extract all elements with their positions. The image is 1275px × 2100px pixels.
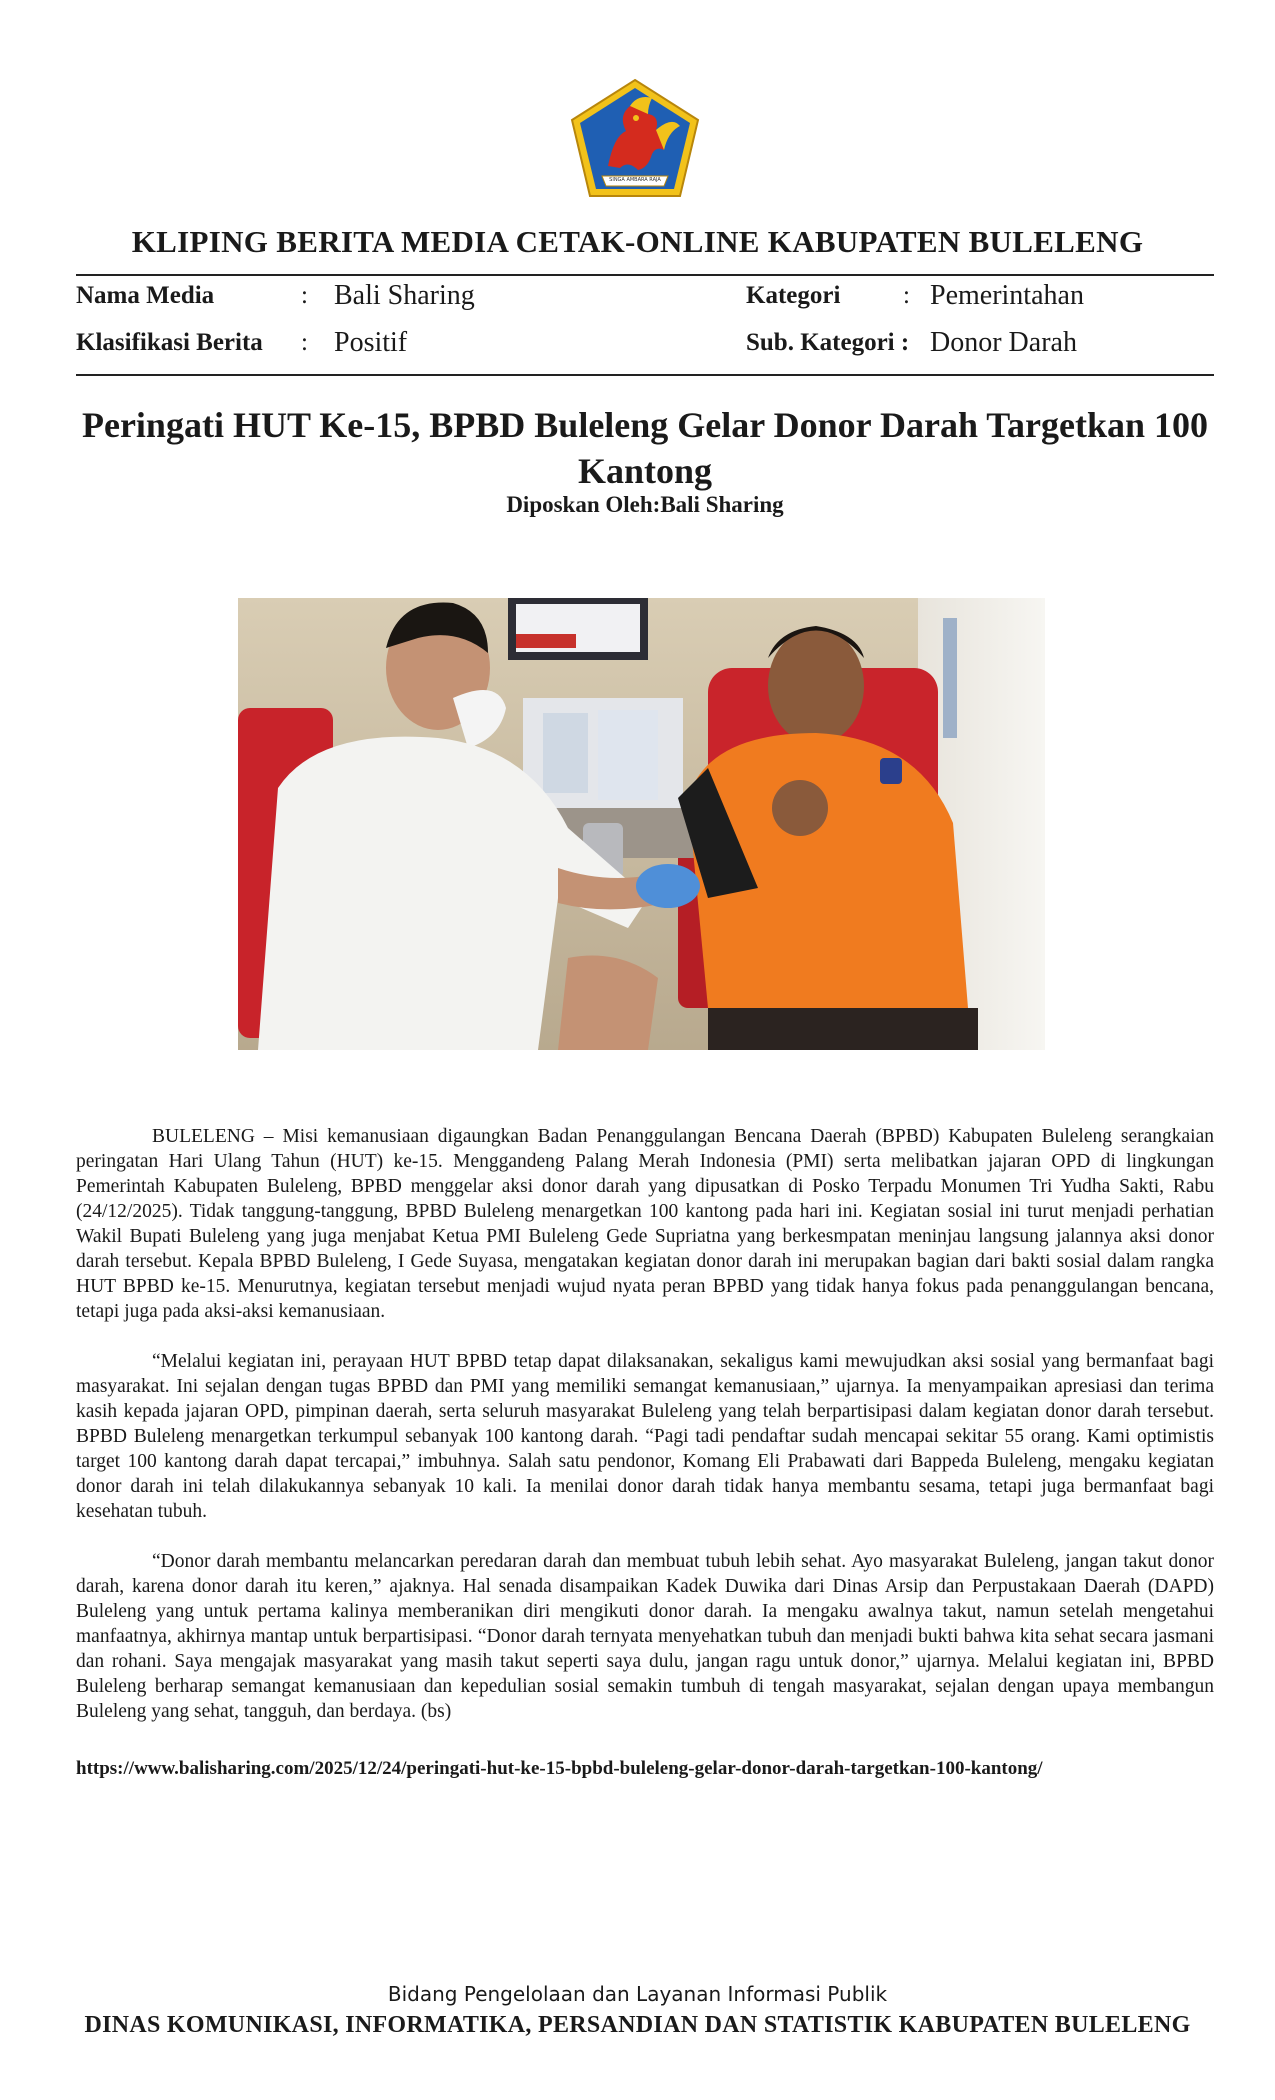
article-paragraph: “Melalui kegiatan ini, perayaan HUT BPBD tetap dapat dilaksanakan, sekaligus kami mewujudkan aksi sosial yang bermanfaat bagi masyarakat. Ini sejalan dengan tugas BPBD dan PMI yang memiliki semangat kemanusiaan,” ujarnya. Ia menyampaikan apresiasi dan terima kasih kepada jajaran OPD, pimpinan daerah, serta seluruh masyarakat Buleleng yang telah berpartisipasi dalam kegiatan donor darah tersebut. BPBD Buleleng menargetkan terkumpul sebanyak 100 kantong darah. “Pagi tadi pendaftar sudah mencapai sekitar 55 orang. Kami optimistis target 100 kantong darah dapat tercapai,” imbuhnya. Salah satu pendonor, Komang Eli Prabawati dari Bappeda Buleleng, mengaku kegiatan donor darah ini telah dilakukannya sebanyak 10 kali. Ia menilai donor darah tidak hanya membantu sesama, tetapi juga bermanfaat bagi kesehatan tubuh. (76, 1351, 1214, 1522)
footer-department: Bidang Pengelolaan dan Layanan Informasi Publik (387, 1982, 888, 2006)
media-colon: : (301, 282, 308, 309)
article-paragraph: “Donor darah membantu melancarkan peredaran darah dan membuat tubuh lebih sehat. Ayo masyarakat Buleleng, jangan takut donor darah, karena donor darah itu keren,” ajaknya. Hal senada disampaikan Kadek Duwika dari Dinas Arsip dan Perpustakaan Daerah (DAPD) Buleleng yang untuk pertama kalinya memberanikan diri mengikuti donor darah. Ia mengaku awalnya takut, namun setelah mengetahui manfaatnya, akhirnya mantap untuk berpartisipasi. “Donor darah ternyata menyehatkan tubuh dan menjadi bukti bahwa kita sehat secara jasmani dan rohani. Saya mengajak masyarakat yang masih takut seperti saya dulu, jangan ragu untuk donor,” ujarnya. Melalui kegiatan ini, BPBD Buleleng berharap semangat kemanusiaan dan kepedulian sosial semakin tumbuh di tengah masyarakat, sejalan dengan upaya membangun Buleleng yang sehat, tangguh, dan berdaya. (bs) (76, 1551, 1214, 1722)
article-body (76, 1124, 1214, 1749)
kategori-label: Kategori (746, 282, 841, 309)
subkategori-label: Sub. Kategori : (746, 329, 910, 356)
article-paragraph: BULELENG – Misi kemanusiaan digaungkan Badan Penanggulangan Bencana Daerah (BPBD) Kabupaten Buleleng serangkaian peringatan Hari Ulang Tahun (HUT) ke-15. Menggandeng Palang Merah Indonesia (PMI) serta melibatkan jajaran OPD di lingkungan Pemerintah Kabupaten Buleleng, BPBD menggelar aksi donor darah yang dipusatkan di Posko Terpadu Monumen Tri Yudha Sakti, Rabu (24/12/2025). Tidak tanggung-tanggung, BPBD Buleleng menargetkan 100 kantong pada hari ini. Kegiatan sosial ini turut menjadi perhatian Wakil Bupati Buleleng yang juga menjabat Ketua PMI Buleleng Gede Supriatna yang berkesmpatan meninjau langsung jalannya aksi donor darah tersebut. Kepala BPBD Buleleng, I Gede Suyasa, mengatakan kegiatan donor darah ini merupakan bagian dari bakti sosial dalam rangka HUT BPBD ke-15. Menurutnya, kegiatan tersebut menjadi wujud nyata peran BPBD yang tidak hanya fokus pada penanggulangan bencana, tetapi juga pada aksi-aksi kemanusiaan. (76, 1126, 1214, 1322)
clipping-header-title: KLIPING BERITA MEDIA CETAK-ONLINE KABUPATEN BULELENG (131, 224, 1144, 259)
media-label: Nama Media (76, 282, 215, 309)
logo-text: SINGA AMBARA RAJA (609, 177, 661, 183)
media-value: Bali Sharing (334, 280, 475, 311)
header-divider-bottom (76, 374, 1214, 376)
singa-ambara-raja-emblem-icon (568, 76, 702, 200)
klasifikasi-colon: : (301, 329, 308, 356)
header-divider-top (76, 274, 1214, 276)
footer-agency: DINAS KOMUNIKASI, INFORMATIKA, PERSANDIAN DAN STATISTIK KABUPATEN BULELENG (84, 2012, 1191, 2038)
kategori-colon: : (903, 282, 910, 309)
article-byline: Diposkan Oleh:Bali Sharing (506, 492, 784, 517)
source-url-link[interactable]: https://www.balisharing.com/2025/12/24/peringati-hut-ke-15-bpbd-buleleng-gelar-donor-darah-targetkan-100-kantong/ (76, 1758, 1043, 1779)
klasifikasi-label: Klasifikasi Berita (76, 329, 263, 356)
klasifikasi-value: Positif (334, 327, 408, 358)
subkategori-value: Donor Darah (930, 327, 1077, 358)
kategori-value: Pemerintahan (930, 280, 1084, 311)
article-title: Peringati HUT Ke-15, BPBD Buleleng Gelar Donor Darah Targetkan 100 Kantong (81, 405, 1209, 491)
blood-donation-photo (238, 598, 1045, 1050)
